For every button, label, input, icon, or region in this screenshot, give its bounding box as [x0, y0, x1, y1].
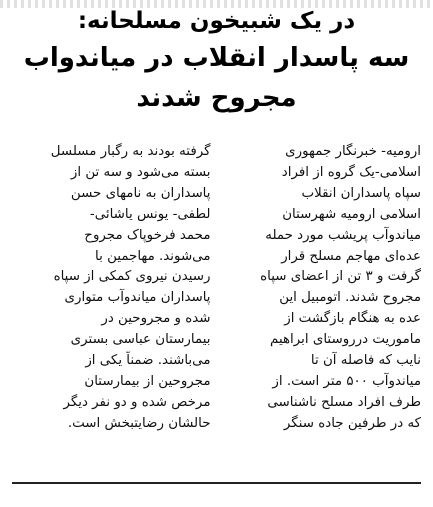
article-line: حالشان رضایتبخش است. [67, 415, 211, 431]
article-line: پاسداران میاندوآب متواری [64, 290, 211, 306]
article-line: بیمارستان عباسی بستری [70, 332, 211, 348]
article-line: محمد فرخوپاک مجروح [84, 227, 211, 243]
article-line: گرفت و ۳ تن از اعضای سپاه [260, 269, 421, 285]
article-line: می‌شوند. مهاجمین با [95, 248, 211, 264]
article-line: اسلامی-یک گروه از افراد [281, 164, 421, 180]
article-line: میاندوآب ۵۰۰ متر است. از [272, 373, 421, 389]
headline-line-2: سه پاسدار انقلاب در میاندواب [23, 43, 410, 73]
article-column-right [223, 142, 422, 476]
article-line: بسته می‌شود و سه تن از [70, 164, 211, 180]
headline-line-1: در یک شبیخون مسلحانه: [77, 8, 356, 34]
article-line: شده و مجروحین در [101, 311, 211, 327]
article-line: طرف افراد مسلح ناشناسی [267, 394, 421, 410]
section-divider [12, 482, 421, 484]
article-line: ماموریت درروستای ابراهیم [270, 332, 421, 348]
article-line: پاسداران به نامهای حسن [70, 185, 211, 201]
article-line: که در طرفین جاده سنگر [283, 415, 421, 431]
article-line: ارومیه- خبرنگار جمهوری [285, 144, 421, 159]
article-line: مرخص شده و دو نفر دیگر [63, 394, 211, 410]
article-line: رسیدن نیروی کمکی از سپاه [53, 269, 211, 285]
article-body [12, 142, 421, 476]
headline-block [8, 4, 425, 118]
article-line: می‌باشند. ضمناً یکی از [85, 353, 211, 369]
article-line: سپاه پاسداران انقلاب [301, 185, 421, 201]
headline-line-3: مجروح شدند [136, 83, 297, 113]
article-line: اسلامی ارومیه شهرستان [282, 206, 421, 222]
article-line: عده‌ای مهاجم مسلح قرار [281, 248, 421, 264]
article-line: عده به هنگام بازگشت از [284, 311, 421, 327]
article-line: لطفی- یونس یاشائی- [89, 206, 211, 222]
article-line: مجروحین از بیمارستان [84, 373, 211, 389]
article-line: میاندوآب پریشب مورد حمله [265, 227, 421, 243]
article-line: نایب که فاصله آن تا [310, 353, 421, 369]
article-line: گرفته بودند به رگبار مسلسل [50, 144, 211, 159]
next-article-headline-cropped [40, 488, 393, 507]
article-column-left [12, 142, 211, 476]
article-line: مجروح شدند. اتومبیل این [279, 290, 421, 306]
